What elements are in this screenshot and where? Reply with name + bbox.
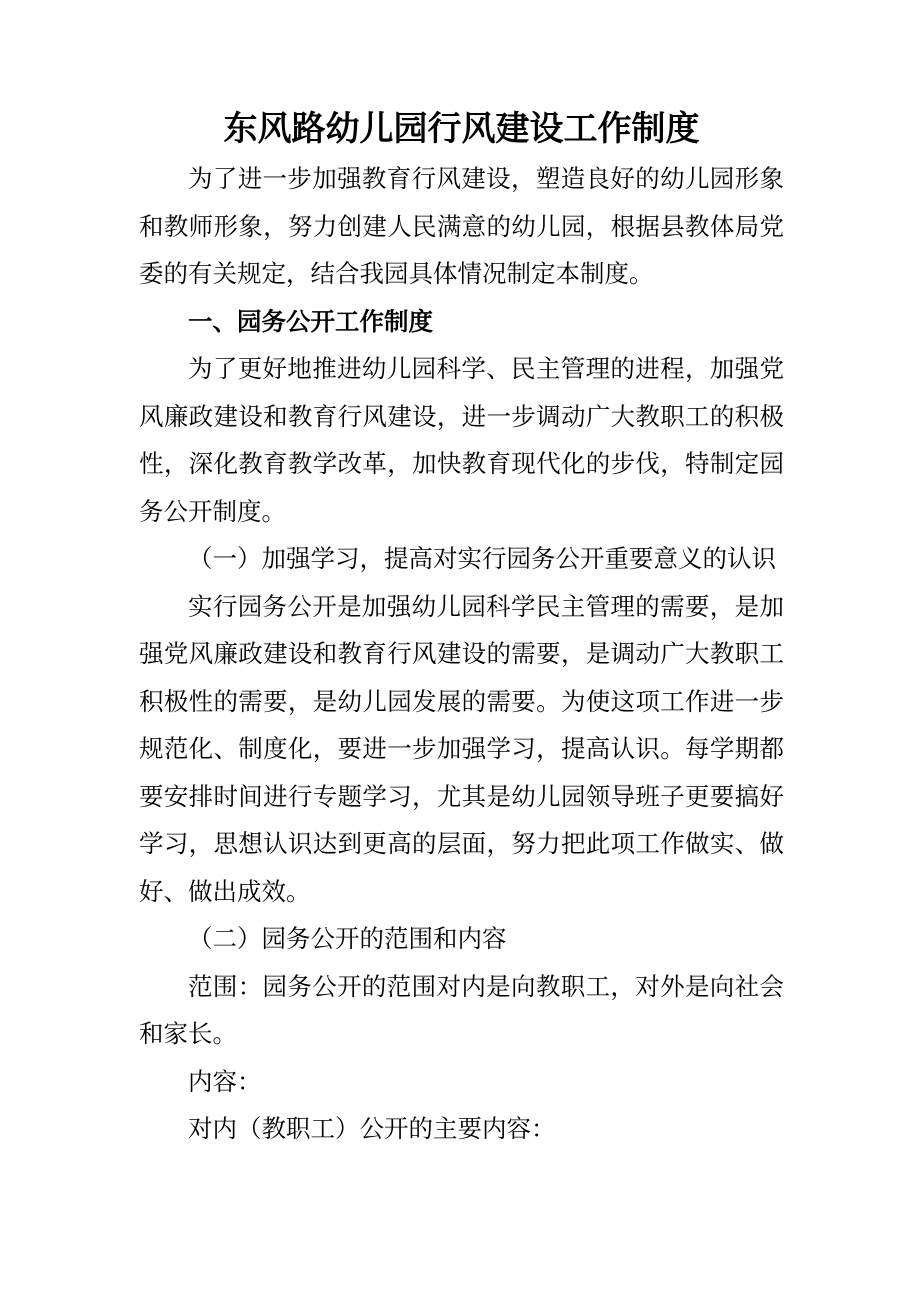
intro-paragraph: 为了进一步加强教育行风建设，塑造良好的幼儿园形象和教师形象，努力创建人民满意的幼儿园，根据县教体局党委的有关规定，结合我园具体情况制定本制度。 [139, 164, 784, 288]
section-heading-1: 一、园务公开工作制度 [188, 306, 433, 336]
scope-paragraph: 范围：园务公开的范围对内是向教职工，对外是向社会和家长。 [139, 971, 784, 1048]
internal-content-label: 对内（教职工）公开的主要内容： [188, 1114, 556, 1143]
document-page [139, 106, 784, 1153]
section-1-paragraph: 为了更好地推进幼儿园科学、民主管理的进程，加强党风廉政建设和教育行风建设，进一步调动广大教职工的积极性，深化教育教学改革，加快教育现代化的步伐，特制定园务公开制度。 [139, 354, 784, 526]
subheading-2: （二）园务公开的范围和内容 [188, 924, 507, 953]
document-title: 东风路幼儿园行风建设工作制度 [223, 109, 700, 149]
content-label: 内容： [188, 1066, 262, 1096]
subsection-1-paragraph: 实行园务公开是加强幼儿园科学民主管理的需要，是加强党风廉政建设和教育行风建设的需要，是调动广大教职工积极性的需要，是幼儿园发展的需要。为使这项工作进一步规范化、制度化，要进一步加强学习，提高认识。每学期都要安排时间进行专题学习，尤其是幼儿园领导班子更要搞好学习，思想认识达到更高的层面，努力把此项工作做实、做好、做出成效。 [139, 591, 784, 906]
subheading-1: （一）加强学习，提高对实行园务公开重要意义的认识 [188, 544, 776, 573]
document-body [139, 155, 784, 1153]
